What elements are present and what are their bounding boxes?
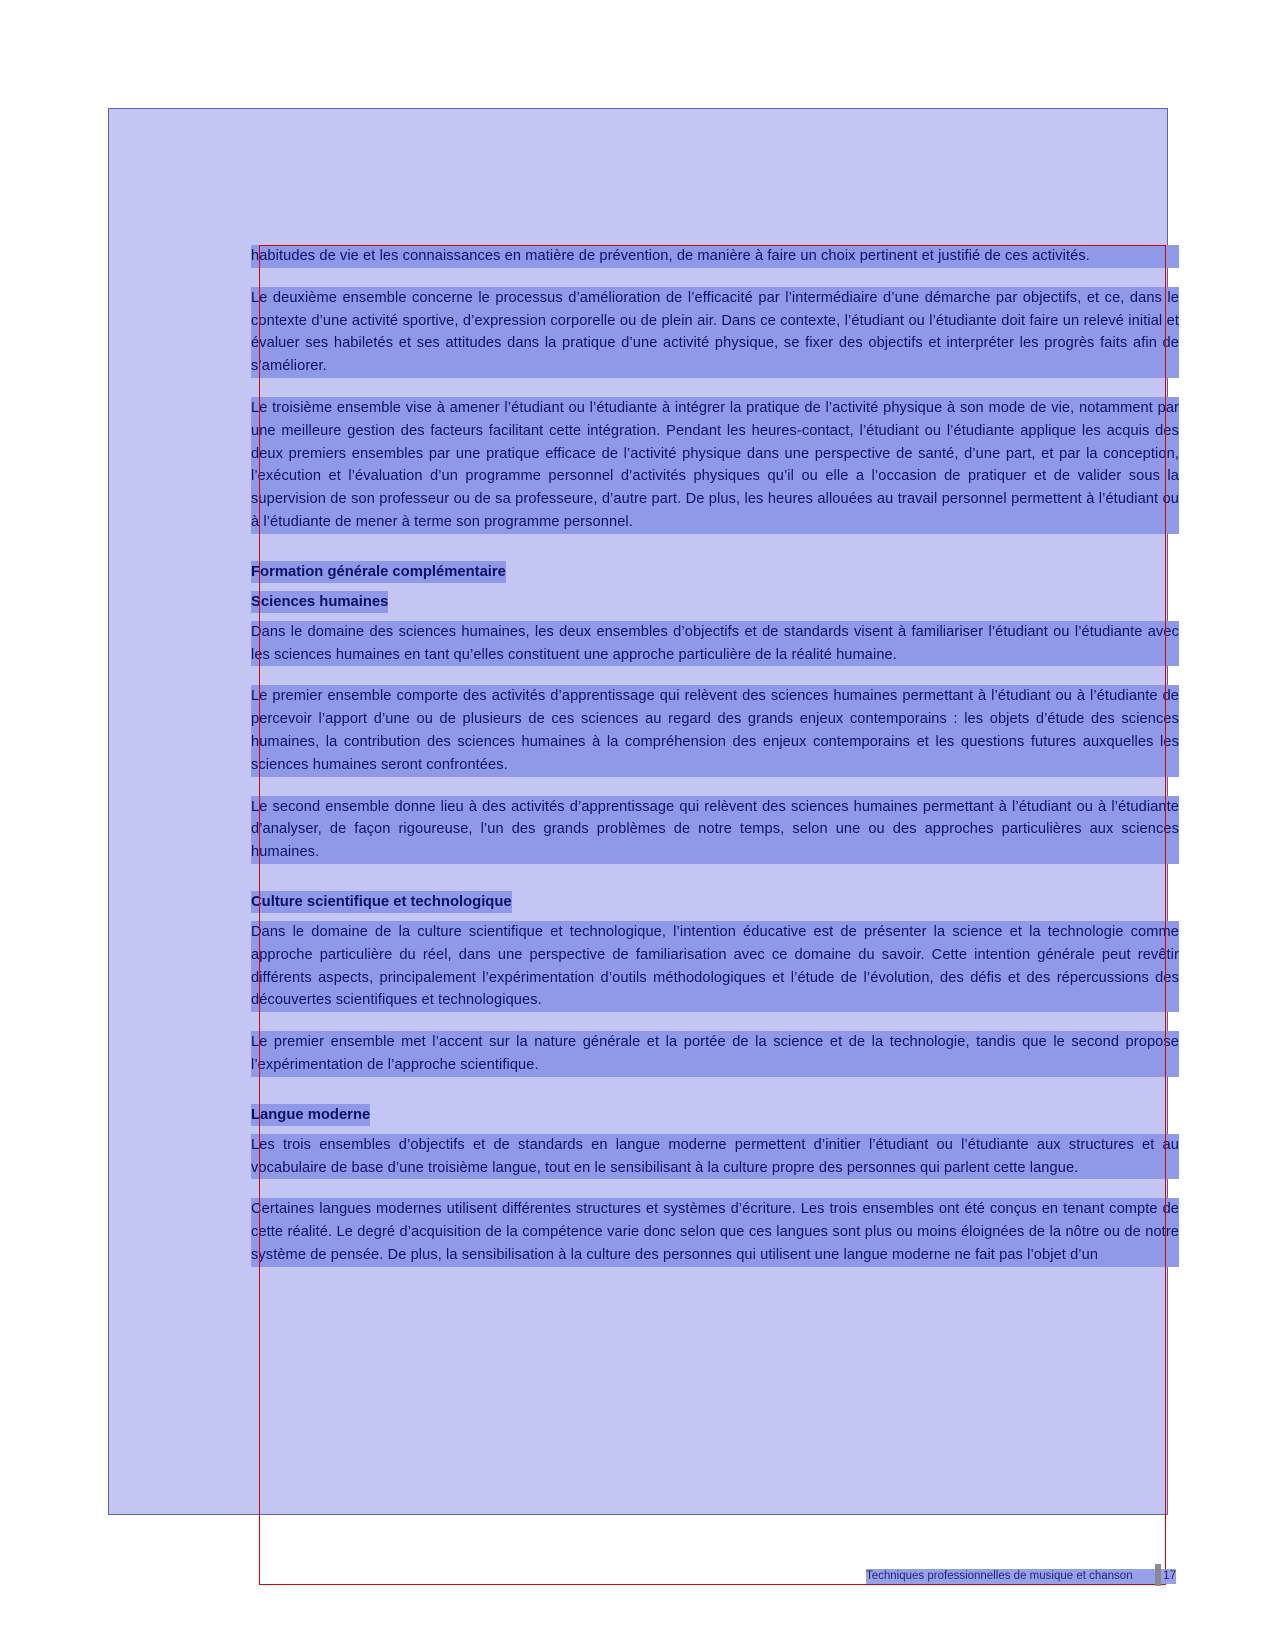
section-heading-formation-generale-complementaire: Formation générale complémentaire bbox=[251, 561, 506, 583]
text-cursor bbox=[1155, 1564, 1161, 1586]
paragraph: Les trois ensembles d’objectifs et de standards en langue moderne permettent d’initier l’étudiant ou l’étudiante aux structures et au vocabulaire de base d’une troisième langue, tout en le sensibilisant à la culture propre des personnes qui parlent cette langue. bbox=[251, 1134, 1179, 1180]
heading-wrap bbox=[251, 561, 1179, 587]
paragraph: Certaines langues modernes utilisent différentes structures et systèmes d’écriture. Les trois ensembles ont été conçus en tenant compte de cette réalité. Le degré d’acquisition de la compétence varie donc selon que ces langues sont plus ou moins éloignées de la nôtre ou de notre système de pensée. De plus, la sensibilisation à la culture des personnes qui utilisent une langue moderne ne fait pas l’objet d’un bbox=[251, 1198, 1179, 1266]
paragraph: Dans le domaine des sciences humaines, les deux ensembles d’objectifs et de standards visent à familiariser l’étudiant ou l’étudiante avec les sciences humaines en tant qu’elles constituent une approche particulière de la réalité humaine. bbox=[251, 621, 1179, 667]
heading-wrap bbox=[251, 1104, 1179, 1130]
paragraph: Le deuxième ensemble concerne le processus d’amélioration de l’efficacité par l’intermédiaire d’une démarche par objectifs, et ce, dans le contexte d’une activité sportive, d’expression corporelle ou de plein air. Dans ce contexte, l’étudiant ou l’étudiante doit faire un relevé initial et évaluer ses habiletés et ses attitudes dans la pratique d’une activité physique, se fixer des objectifs et interpréter les progrès faits afin de s’améliorer. bbox=[251, 287, 1179, 378]
paragraph: Le second ensemble donne lieu à des activités d’apprentissage qui relèvent des sciences humaines permettant à l’étudiant ou à l’étudiante d’analyser, de façon rigoureuse, l’un des grands problèmes de notre temps, selon une ou des approches particulières aux sciences humaines. bbox=[251, 796, 1179, 864]
section-heading-langue-moderne: Langue moderne bbox=[251, 1104, 370, 1126]
page-footer bbox=[866, 1569, 1176, 1584]
document-body bbox=[251, 245, 1179, 1267]
paragraph: Le premier ensemble met l’accent sur la nature générale et la portée de la science et de la technologie, tandis que le second propose l’expérimentation de l’approche scientifique. bbox=[251, 1031, 1179, 1077]
section-heading-culture-scientifique-et-technologique: Culture scientifique et technologique bbox=[251, 891, 512, 913]
spacer bbox=[251, 883, 1179, 891]
paragraph: Dans le domaine de la culture scientifique et technologique, l’intention éducative est de présenter la science et la technologie comme approche particulière du réel, dans une perspective de familiarisation avec ce domaine du savoir. Cette intention générale peut revêtir différents aspects, principalement l’expérimentation d’outils méthodologiques et l’étude de l’évolution, des défis et des répercussions des découvertes scientifiques et technologiques. bbox=[251, 921, 1179, 1012]
footer-title: Techniques professionnelles de musique et chanson bbox=[866, 1570, 1133, 1582]
page-number: 17 bbox=[1153, 1569, 1176, 1584]
heading-wrap bbox=[251, 591, 1179, 617]
paragraph: Le troisième ensemble vise à amener l’étudiant ou l’étudiante à intégrer la pratique de l’activité physique à son mode de vie, notamment par une meilleure gestion des facteurs facilitant cette intégration. Pendant les heures-contact, l’étudiant ou l’étudiante applique les acquis des deux premiers ensembles par une pratique efficace de l’activité physique dans une perspective de santé, d’une part, et par la conception, l’exécution et l’évaluation d’un programme personnel d’activités physiques qu’il ou elle a l’occasion de pratiquer et de valider sous la supervision de son professeur ou de sa professeure, d’autre part. De plus, les heures allouées au travail personnel permettent à l’étudiant ou à l’étudiante de mener à terme son programme personnel. bbox=[251, 397, 1179, 534]
section-heading-sciences-humaines: Sciences humaines bbox=[251, 591, 388, 613]
paragraph: Le premier ensemble comporte des activités d’apprentissage qui relèvent des sciences humaines permettant à l’étudiant ou à l’étudiante de percevoir l’apport d’une ou de plusieurs de ces sciences au regard des grands enjeux contemporains : les objets d’étude des sciences humaines, la contribution des sciences humaines à la compréhension des enjeux contemporains et les questions futures auxquelles les sciences humaines seront confrontées. bbox=[251, 685, 1179, 776]
spacer bbox=[251, 1096, 1179, 1104]
paragraph: habitudes de vie et les connaissances en matière de prévention, de manière à faire un choix pertinent et justifié de ces activités. bbox=[251, 245, 1179, 268]
spacer bbox=[251, 553, 1179, 561]
document-page bbox=[108, 108, 1179, 1582]
heading-wrap bbox=[251, 891, 1179, 917]
